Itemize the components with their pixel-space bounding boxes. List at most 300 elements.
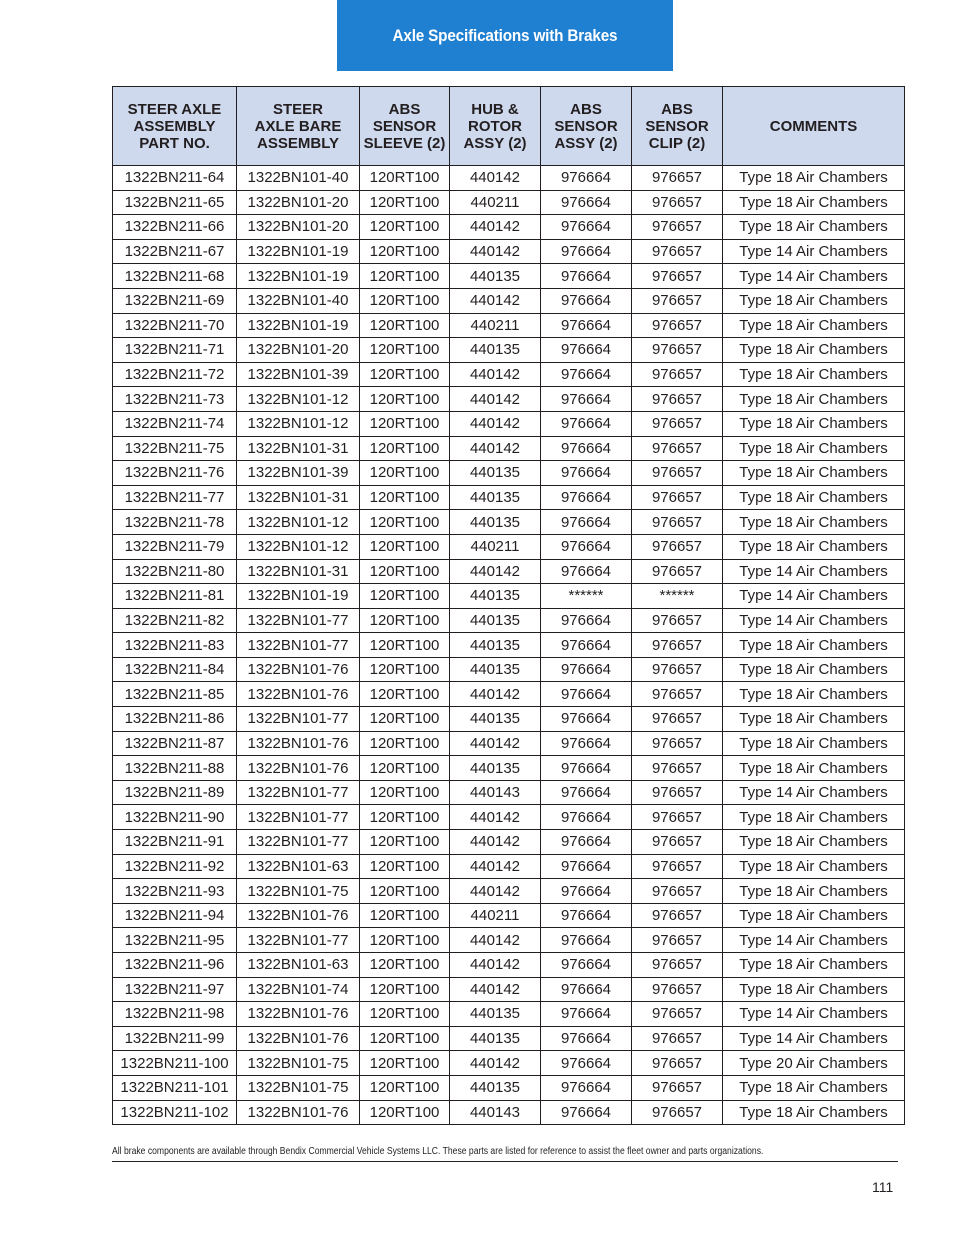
footnote: [112, 1146, 898, 1162]
table-row: [113, 977, 905, 1002]
table-cell: 120RT100: [360, 411, 450, 436]
table-cell: 1322BN101-19: [237, 239, 360, 264]
table-header-row: [113, 87, 905, 166]
table-cell: 440142: [450, 559, 541, 584]
table-row: [113, 387, 905, 412]
table-row: [113, 436, 905, 461]
table-cell: 976657: [632, 1026, 723, 1051]
table-cell: Type 18 Air Chambers: [723, 313, 905, 338]
table-row: [113, 805, 905, 830]
table-cell: 440135: [450, 584, 541, 609]
table-row: [113, 953, 905, 978]
table-row: [113, 510, 905, 535]
table-cell: 1322BN101-19: [237, 313, 360, 338]
table-row: [113, 264, 905, 289]
table-cell: 440135: [450, 338, 541, 363]
table-cell: Type 18 Air Chambers: [723, 805, 905, 830]
table-cell: 976657: [632, 362, 723, 387]
table-cell: 120RT100: [360, 436, 450, 461]
table-cell: 440142: [450, 953, 541, 978]
table-cell: Type 14 Air Chambers: [723, 780, 905, 805]
table-body: [113, 166, 905, 1125]
table-cell: 440142: [450, 436, 541, 461]
column-header-line: CLIP (2): [648, 134, 706, 152]
table-row: [113, 879, 905, 904]
table-cell: 976664: [541, 288, 632, 313]
table-cell: 976664: [541, 977, 632, 1002]
column-header-line: SENSOR: [645, 117, 709, 135]
table-cell: 976664: [541, 756, 632, 781]
table-row: [113, 1075, 905, 1100]
table-cell: 120RT100: [360, 903, 450, 928]
table-row: [113, 485, 905, 510]
table-cell: 440142: [450, 166, 541, 191]
table-cell: 1322BN211-70: [113, 313, 237, 338]
table-cell: 976657: [632, 313, 723, 338]
table-cell: 440135: [450, 485, 541, 510]
table-cell: 440142: [450, 411, 541, 436]
table-row: [113, 411, 905, 436]
table-cell: 976664: [541, 657, 632, 682]
table-cell: 976664: [541, 559, 632, 584]
column-header-line: HUB &: [471, 100, 519, 118]
table-cell: Type 14 Air Chambers: [723, 559, 905, 584]
table-cell: Type 18 Air Chambers: [723, 953, 905, 978]
table-row: [113, 584, 905, 609]
table-cell: 1322BN211-94: [113, 903, 237, 928]
table-cell: 1322BN211-73: [113, 387, 237, 412]
table-cell: 976657: [632, 953, 723, 978]
column-header-line: PART NO.: [139, 134, 210, 152]
table-cell: 976664: [541, 1051, 632, 1076]
table-row: [113, 830, 905, 855]
table-cell: 440211: [450, 190, 541, 215]
table-cell: 1322BN101-12: [237, 510, 360, 535]
axle-specifications-table: [112, 86, 905, 1125]
table-cell: 976664: [541, 805, 632, 830]
table-cell: 976657: [632, 387, 723, 412]
table-cell: 120RT100: [360, 608, 450, 633]
table-cell: 976657: [632, 461, 723, 486]
table-cell: 1322BN211-98: [113, 1002, 237, 1027]
table-cell: 120RT100: [360, 1002, 450, 1027]
table-cell: 976657: [632, 830, 723, 855]
table-cell: 120RT100: [360, 190, 450, 215]
table-cell: 440211: [450, 903, 541, 928]
table-cell: 120RT100: [360, 1100, 450, 1125]
table-cell: 976664: [541, 707, 632, 732]
table-cell: 1322BN211-66: [113, 215, 237, 240]
table-cell: 1322BN101-39: [237, 461, 360, 486]
table-cell: 1322BN211-74: [113, 411, 237, 436]
table-cell: 120RT100: [360, 756, 450, 781]
table-cell: 976664: [541, 731, 632, 756]
column-header-line: ABS: [388, 100, 421, 118]
table-cell: ******: [541, 584, 632, 609]
table-cell: 440142: [450, 830, 541, 855]
table-cell: 1322BN211-69: [113, 288, 237, 313]
table-cell: 440142: [450, 362, 541, 387]
table-cell: ******: [632, 584, 723, 609]
table-row: [113, 362, 905, 387]
table-row: [113, 559, 905, 584]
table-cell: 976657: [632, 411, 723, 436]
table-cell: 976657: [632, 854, 723, 879]
table-cell: 976664: [541, 879, 632, 904]
table-row: [113, 239, 905, 264]
table-cell: 1322BN101-76: [237, 903, 360, 928]
table-cell: Type 18 Air Chambers: [723, 387, 905, 412]
table-cell: 976657: [632, 338, 723, 363]
column-header-line: ASSY (2): [463, 134, 527, 152]
table-cell: 976657: [632, 682, 723, 707]
table-cell: 440142: [450, 879, 541, 904]
table-cell: 976664: [541, 264, 632, 289]
table-cell: 1322BN211-83: [113, 633, 237, 658]
table-cell: 1322BN101-77: [237, 780, 360, 805]
table-cell: 976664: [541, 411, 632, 436]
table-cell: 1322BN101-12: [237, 387, 360, 412]
table-cell: 1322BN101-39: [237, 362, 360, 387]
table-cell: 1322BN211-95: [113, 928, 237, 953]
table-cell: 976657: [632, 166, 723, 191]
table-cell: 1322BN211-92: [113, 854, 237, 879]
table-cell: 120RT100: [360, 707, 450, 732]
column-header-line: AXLE BARE: [254, 117, 342, 135]
table-cell: 120RT100: [360, 977, 450, 1002]
table-cell: 440135: [450, 510, 541, 535]
table-cell: 1322BN211-97: [113, 977, 237, 1002]
table-cell: 440135: [450, 608, 541, 633]
table-cell: 976664: [541, 780, 632, 805]
table-cell: 1322BN211-90: [113, 805, 237, 830]
table-cell: Type 18 Air Chambers: [723, 657, 905, 682]
table-row: [113, 903, 905, 928]
table-cell: 1322BN211-100: [113, 1051, 237, 1076]
table-cell: Type 18 Air Chambers: [723, 830, 905, 855]
table-cell: 440142: [450, 288, 541, 313]
column-header-line: ABS: [570, 100, 602, 118]
table-cell: Type 18 Air Chambers: [723, 707, 905, 732]
table-cell: 440142: [450, 215, 541, 240]
table-cell: 120RT100: [360, 928, 450, 953]
table-cell: Type 18 Air Chambers: [723, 166, 905, 191]
table-cell: 976657: [632, 264, 723, 289]
table-cell: 976664: [541, 682, 632, 707]
table-cell: 1322BN101-77: [237, 707, 360, 732]
table-cell: 976664: [541, 338, 632, 363]
table-cell: 120RT100: [360, 166, 450, 191]
table-cell: Type 14 Air Chambers: [723, 584, 905, 609]
table-cell: Type 18 Air Chambers: [723, 288, 905, 313]
table-row: [113, 215, 905, 240]
table-cell: 976657: [632, 288, 723, 313]
table-cell: 976657: [632, 756, 723, 781]
table-row: [113, 707, 905, 732]
table-cell: 1322BN101-40: [237, 288, 360, 313]
table-cell: 120RT100: [360, 461, 450, 486]
table-cell: 976657: [632, 1075, 723, 1100]
table-cell: Type 18 Air Chambers: [723, 411, 905, 436]
table-cell: 976657: [632, 731, 723, 756]
table-cell: 976657: [632, 1100, 723, 1125]
table-cell: 1322BN101-75: [237, 1051, 360, 1076]
table-cell: 120RT100: [360, 805, 450, 830]
table-cell: Type 18 Air Chambers: [723, 362, 905, 387]
table-cell: 976657: [632, 608, 723, 633]
table-cell: Type 18 Air Chambers: [723, 215, 905, 240]
table-cell: 120RT100: [360, 584, 450, 609]
table-cell: 1322BN211-79: [113, 534, 237, 559]
table-cell: 1322BN211-87: [113, 731, 237, 756]
table-cell: 120RT100: [360, 830, 450, 855]
table-cell: 440142: [450, 854, 541, 879]
table-cell: 976657: [632, 657, 723, 682]
table-cell: 976664: [541, 633, 632, 658]
table-row: [113, 190, 905, 215]
table-cell: 1322BN101-76: [237, 1002, 360, 1027]
table-cell: 1322BN211-84: [113, 657, 237, 682]
column-header-line: SENSOR: [372, 117, 437, 135]
table-cell: 976664: [541, 1026, 632, 1051]
table-row: [113, 338, 905, 363]
page-number: 111: [872, 1179, 894, 1195]
table-row: [113, 288, 905, 313]
table-cell: 976664: [541, 854, 632, 879]
column-header-line: COMMENTS: [769, 117, 858, 135]
table-row: [113, 854, 905, 879]
table-cell: Type 18 Air Chambers: [723, 633, 905, 658]
table-cell: 976664: [541, 1002, 632, 1027]
table-cell: 1322BN101-76: [237, 731, 360, 756]
table-cell: 1322BN211-80: [113, 559, 237, 584]
table-cell: 976664: [541, 830, 632, 855]
table-cell: 1322BN101-76: [237, 657, 360, 682]
column-header-line: ASSEMBLY: [257, 134, 339, 152]
table-cell: 976664: [541, 1100, 632, 1125]
table-cell: 1322BN211-91: [113, 830, 237, 855]
table-cell: 120RT100: [360, 387, 450, 412]
table-cell: 440143: [450, 780, 541, 805]
table-cell: 1322BN101-40: [237, 166, 360, 191]
table-cell: 976664: [541, 953, 632, 978]
table-cell: Type 14 Air Chambers: [723, 239, 905, 264]
table-cell: Type 18 Air Chambers: [723, 854, 905, 879]
table-cell: 440143: [450, 1100, 541, 1125]
column-header-line: ABS: [661, 100, 693, 118]
table-cell: 1322BN211-96: [113, 953, 237, 978]
table-cell: Type 14 Air Chambers: [723, 608, 905, 633]
table-cell: 1322BN211-76: [113, 461, 237, 486]
table-cell: 1322BN211-67: [113, 239, 237, 264]
table-cell: 1322BN101-19: [237, 584, 360, 609]
table-cell: Type 18 Air Chambers: [723, 903, 905, 928]
table-cell: Type 18 Air Chambers: [723, 682, 905, 707]
table-cell: 976664: [541, 485, 632, 510]
table-cell: Type 18 Air Chambers: [723, 461, 905, 486]
table-cell: 1322BN101-76: [237, 1026, 360, 1051]
table-cell: 120RT100: [360, 682, 450, 707]
table-cell: 1322BN101-20: [237, 215, 360, 240]
table-cell: 440135: [450, 264, 541, 289]
table-cell: 1322BN211-78: [113, 510, 237, 535]
table-row: [113, 780, 905, 805]
table-row: [113, 756, 905, 781]
table-cell: 976657: [632, 510, 723, 535]
table-cell: 976664: [541, 313, 632, 338]
table-cell: 976657: [632, 436, 723, 461]
table-cell: 976664: [541, 387, 632, 412]
table-cell: 976657: [632, 780, 723, 805]
table-cell: Type 14 Air Chambers: [723, 264, 905, 289]
table-cell: 440135: [450, 1002, 541, 1027]
column-header-line: STEER: [272, 100, 323, 118]
table-cell: 440142: [450, 682, 541, 707]
table-cell: 976664: [541, 239, 632, 264]
table-cell: 1322BN101-77: [237, 830, 360, 855]
table-row: [113, 633, 905, 658]
table-cell: 1322BN211-71: [113, 338, 237, 363]
column-header: [237, 87, 360, 166]
table-cell: 1322BN211-88: [113, 756, 237, 781]
table-cell: Type 18 Air Chambers: [723, 1075, 905, 1100]
table-cell: 1322BN101-63: [237, 854, 360, 879]
table-cell: 976657: [632, 903, 723, 928]
footnote-text: All brake components are available through Bendix Commercial Vehicle Systems LLC. These parts are listed for reference to assist the fleet owner and parts organizations.: [112, 1146, 764, 1157]
table-cell: 976664: [541, 510, 632, 535]
table-cell: 976657: [632, 805, 723, 830]
table-cell: 976657: [632, 707, 723, 732]
column-header: [113, 87, 237, 166]
table-cell: Type 18 Air Chambers: [723, 756, 905, 781]
table-row: [113, 461, 905, 486]
table-cell: 440135: [450, 756, 541, 781]
table-row: [113, 608, 905, 633]
table-cell: 120RT100: [360, 657, 450, 682]
table-row: [113, 657, 905, 682]
table-cell: 1322BN211-101: [113, 1075, 237, 1100]
table-row: [113, 1051, 905, 1076]
table-cell: Type 18 Air Chambers: [723, 879, 905, 904]
table-cell: 976657: [632, 1002, 723, 1027]
table-cell: 1322BN101-74: [237, 977, 360, 1002]
table-cell: 1322BN101-77: [237, 805, 360, 830]
table-cell: 120RT100: [360, 338, 450, 363]
table-cell: 120RT100: [360, 633, 450, 658]
table-cell: 1322BN101-31: [237, 559, 360, 584]
table-cell: 1322BN211-89: [113, 780, 237, 805]
table-cell: 1322BN211-65: [113, 190, 237, 215]
table-cell: 440142: [450, 387, 541, 412]
table-cell: 976664: [541, 461, 632, 486]
table-cell: Type 14 Air Chambers: [723, 928, 905, 953]
table-cell: 1322BN101-77: [237, 928, 360, 953]
table-cell: Type 18 Air Chambers: [723, 510, 905, 535]
table-cell: 120RT100: [360, 264, 450, 289]
table-cell: 1322BN211-99: [113, 1026, 237, 1051]
table-cell: 1322BN101-76: [237, 682, 360, 707]
table-cell: 440142: [450, 1051, 541, 1076]
table-cell: 120RT100: [360, 731, 450, 756]
table-cell: 440142: [450, 928, 541, 953]
table-cell: 1322BN101-75: [237, 879, 360, 904]
table-cell: Type 18 Air Chambers: [723, 436, 905, 461]
table-cell: 440135: [450, 633, 541, 658]
section-banner: [337, 0, 673, 71]
column-header-line: ASSEMBLY: [133, 117, 216, 135]
table-cell: 1322BN211-86: [113, 707, 237, 732]
table-cell: 976657: [632, 239, 723, 264]
table-cell: 1322BN211-82: [113, 608, 237, 633]
table-cell: 1322BN101-75: [237, 1075, 360, 1100]
table-cell: 976657: [632, 215, 723, 240]
table-cell: 440135: [450, 461, 541, 486]
table-cell: 1322BN101-20: [237, 338, 360, 363]
table-cell: 976664: [541, 1075, 632, 1100]
table-cell: 976657: [632, 559, 723, 584]
table-cell: 976664: [541, 166, 632, 191]
table-cell: 976657: [632, 977, 723, 1002]
table-cell: 976657: [632, 190, 723, 215]
table-cell: 976664: [541, 534, 632, 559]
table-cell: 440142: [450, 731, 541, 756]
table-row: [113, 166, 905, 191]
table-cell: Type 18 Air Chambers: [723, 534, 905, 559]
table-cell: 120RT100: [360, 780, 450, 805]
table-cell: 976657: [632, 879, 723, 904]
column-header-line: STEER AXLE: [127, 100, 222, 118]
column-header-line: SLEEVE (2): [363, 134, 446, 152]
table-row: [113, 682, 905, 707]
table-cell: 976657: [632, 485, 723, 510]
section-title: Axle Specifications with Brakes: [392, 25, 618, 45]
table-cell: 120RT100: [360, 559, 450, 584]
table-cell: 120RT100: [360, 953, 450, 978]
table-cell: 1322BN101-77: [237, 608, 360, 633]
column-header-line: ROTOR: [468, 117, 522, 135]
table-cell: 976664: [541, 928, 632, 953]
table-cell: Type 18 Air Chambers: [723, 977, 905, 1002]
table-cell: Type 18 Air Chambers: [723, 190, 905, 215]
table-cell: 1322BN101-76: [237, 1100, 360, 1125]
table-cell: 1322BN211-102: [113, 1100, 237, 1125]
table-cell: 1322BN101-31: [237, 436, 360, 461]
table-cell: 120RT100: [360, 362, 450, 387]
table-cell: 1322BN101-31: [237, 485, 360, 510]
table-cell: Type 18 Air Chambers: [723, 731, 905, 756]
table-cell: 120RT100: [360, 239, 450, 264]
table-cell: 976657: [632, 928, 723, 953]
column-header-line: ASSY (2): [554, 134, 618, 152]
table-cell: 1322BN211-68: [113, 264, 237, 289]
table-cell: 440142: [450, 239, 541, 264]
table-cell: 976657: [632, 534, 723, 559]
table-cell: 440135: [450, 1075, 541, 1100]
table-cell: 1322BN211-93: [113, 879, 237, 904]
table-row: [113, 1100, 905, 1125]
table-cell: 120RT100: [360, 1051, 450, 1076]
table-row: [113, 534, 905, 559]
table-cell: 440211: [450, 313, 541, 338]
table-row: [113, 928, 905, 953]
table-cell: 976657: [632, 1051, 723, 1076]
table-cell: 976664: [541, 608, 632, 633]
column-header: [632, 87, 723, 166]
column-header: [723, 87, 905, 166]
table-row: [113, 1002, 905, 1027]
table-cell: 120RT100: [360, 510, 450, 535]
table-cell: 120RT100: [360, 534, 450, 559]
